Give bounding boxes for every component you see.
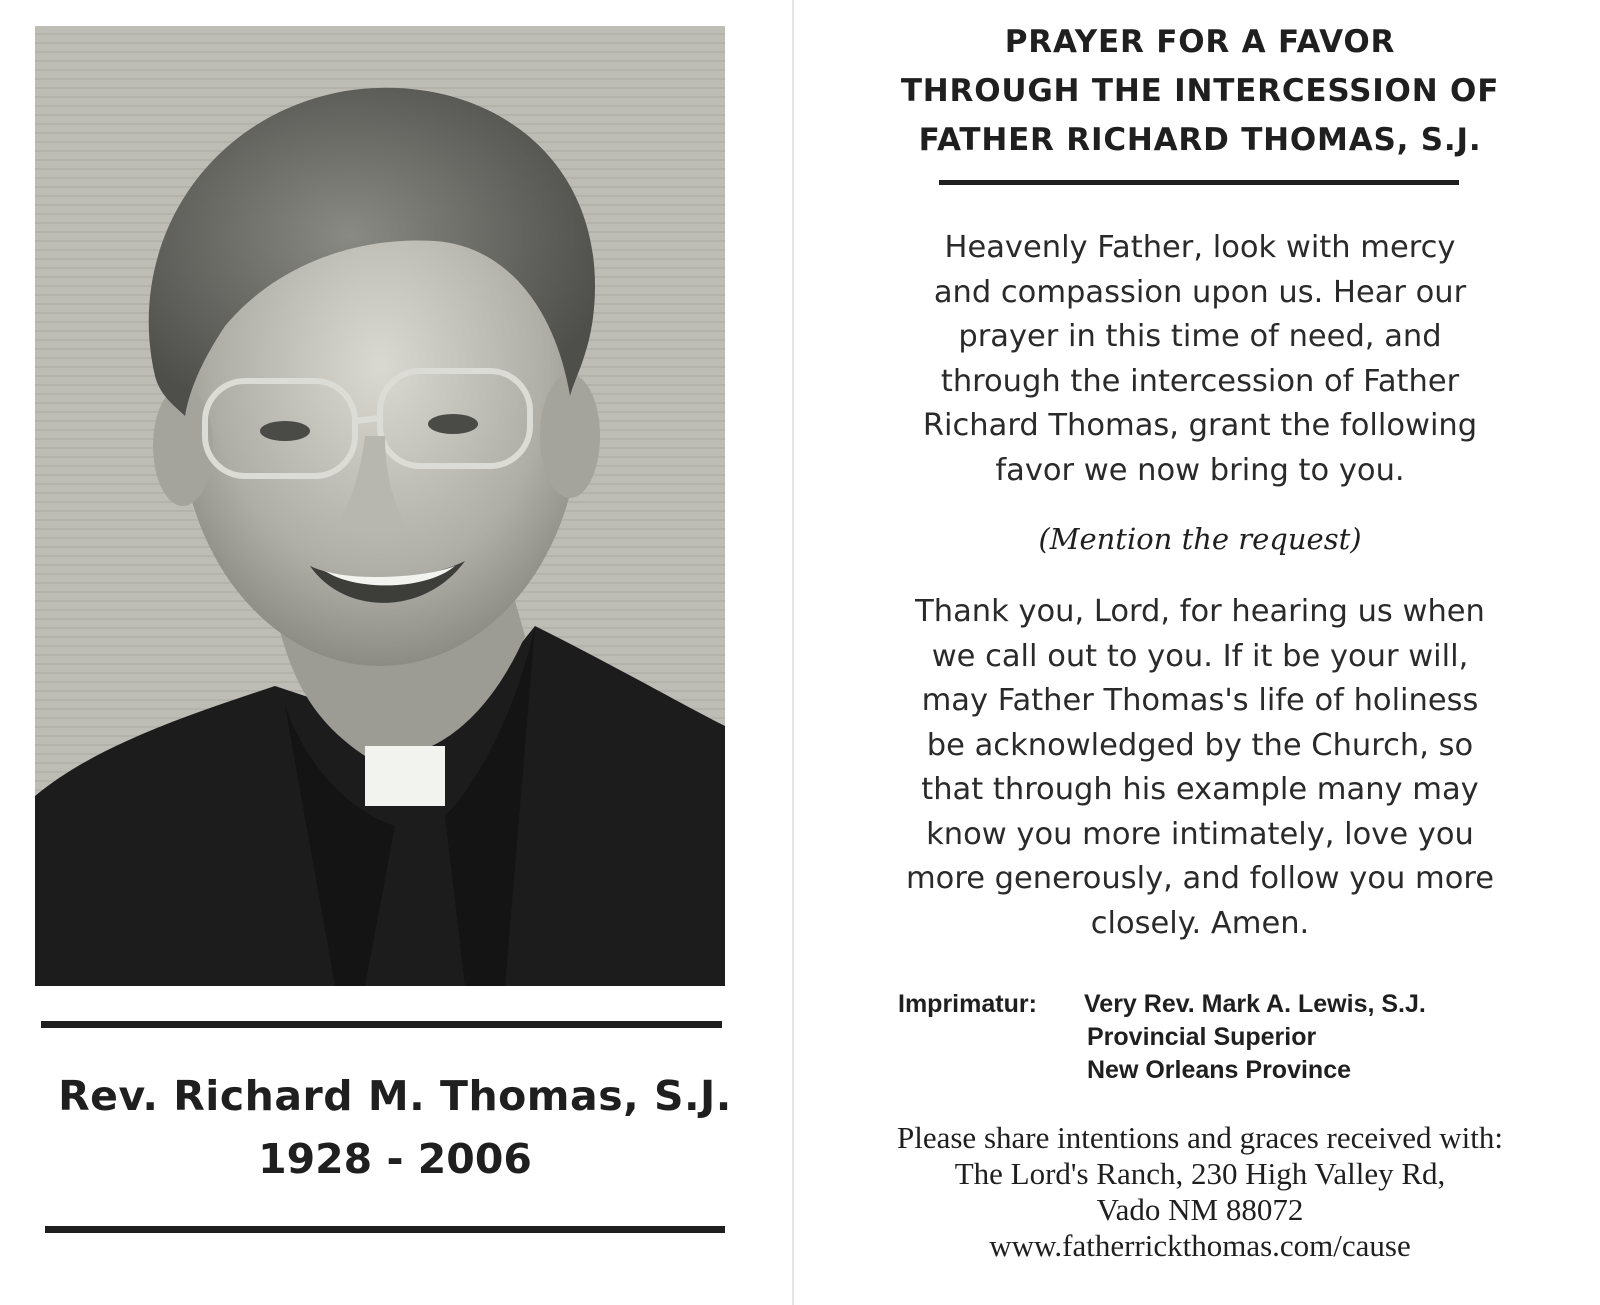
- imprimatur-line: New Orleans Province: [1087, 1056, 1352, 1084]
- priest-portrait-photo: [35, 26, 725, 986]
- prayer-paragraph-thanksgiving: [812, 590, 1588, 946]
- imprimatur-line: Provincial Superior: [1087, 1023, 1317, 1051]
- prayer-line: Richard Thomas, grant the following: [922, 408, 1478, 443]
- prayer-line: prayer in this time of need, and: [958, 319, 1442, 354]
- prayer-line: closely. Amen.: [1090, 905, 1310, 941]
- prayer-line: through the intercession of Father: [940, 363, 1460, 399]
- prayer-line: that through his example many may: [921, 772, 1479, 807]
- imprimatur-label: Imprimatur:: [898, 990, 1037, 1018]
- prayer-title-line: PRAYER FOR A FAVOR: [1004, 24, 1396, 60]
- prayer-paragraph-petition: [812, 226, 1588, 493]
- portrait-illustration: [35, 26, 725, 986]
- priest-name: Rev. Richard M. Thomas, S.J.: [58, 1072, 732, 1120]
- prayer-line: Heavenly Father, look with mercy: [944, 230, 1456, 265]
- share-website-link[interactable]: www.fatherrickthomas.com/cause: [989, 1228, 1411, 1263]
- imprimatur-line: Very Rev. Mark A. Lewis, S.J.: [1084, 990, 1426, 1018]
- prayer-line: favor we now bring to you.: [995, 452, 1405, 488]
- prayer-line: and compassion upon us. Hear our: [933, 274, 1467, 310]
- priest-life-dates: 1928 - 2006: [258, 1135, 532, 1183]
- left-card: [0, 0, 792, 1305]
- share-address-line: The Lord's Ranch, 230 High Valley Rd,: [954, 1156, 1446, 1191]
- share-line: Please share intentions and graces received with:: [897, 1120, 1503, 1155]
- prayer-line: may Father Thomas's life of holiness: [921, 683, 1479, 718]
- prayer-line: we call out to you. If it be your will,: [931, 638, 1469, 674]
- prayer-line: Thank you, Lord, for hearing us when: [915, 594, 1485, 629]
- share-city-line: Vado NM 88072: [1096, 1192, 1304, 1227]
- bottom-divider-rule: [45, 1226, 725, 1233]
- top-divider-rule: [41, 1021, 722, 1028]
- mention-request-note: (Mention the request): [1038, 522, 1362, 556]
- prayer-title-line: FATHER RICHARD THOMAS, S.J.: [918, 122, 1482, 158]
- share-intentions-block: [812, 1120, 1588, 1264]
- prayer-title: [812, 18, 1588, 165]
- prayer-line: know you more intimately, love you: [926, 816, 1474, 852]
- prayer-title-line: THROUGH THE INTERCESSION OF: [900, 73, 1500, 109]
- prayer-line: more generously, and follow you more: [905, 861, 1495, 896]
- imprimatur-approver: [1084, 988, 1426, 1087]
- prayer-line: be acknowledged by the Church, so: [926, 727, 1474, 763]
- title-underline-rule: [939, 180, 1459, 185]
